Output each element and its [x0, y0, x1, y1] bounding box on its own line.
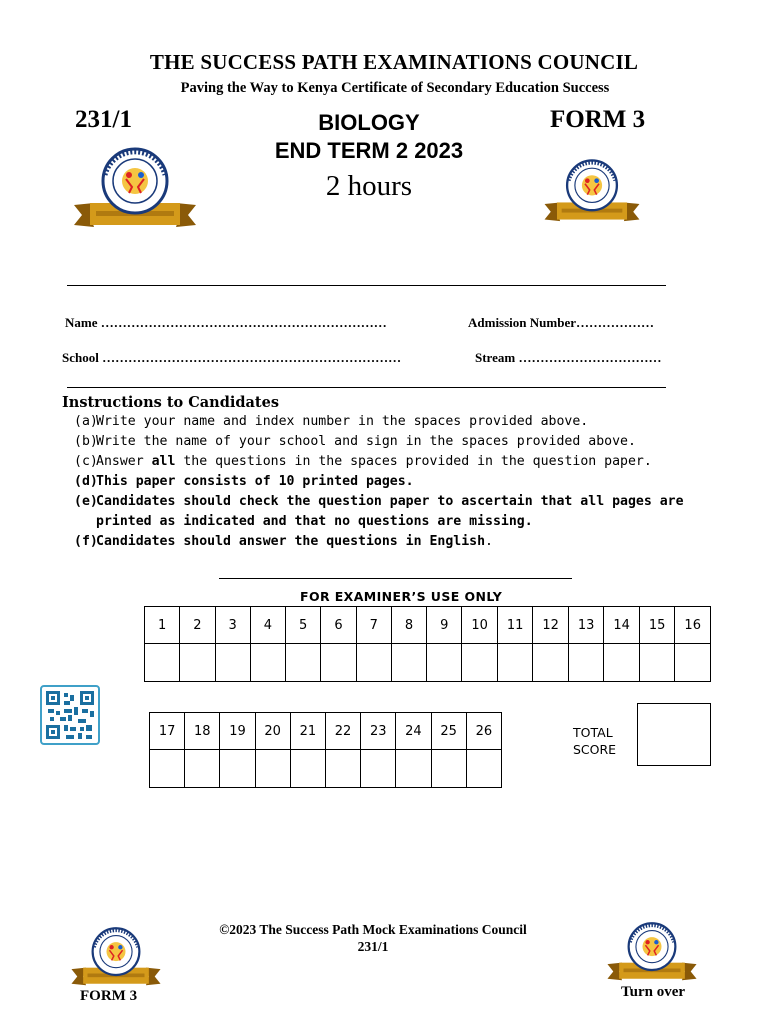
- instruction-text-bold: all: [151, 454, 176, 469]
- question-number-cell: 13: [568, 607, 604, 644]
- question-score-cell[interactable]: [604, 644, 640, 682]
- instruction-label: (f): [74, 534, 98, 549]
- council-logo-left: [72, 145, 198, 229]
- instructions-list: [74, 412, 684, 552]
- exam-term: END TERM 2 2023: [274, 138, 464, 163]
- instruction-text: This paper consists of 10 printed pages.: [96, 474, 414, 489]
- question-number-cell: 10: [462, 607, 498, 644]
- question-number-cell: 4: [250, 607, 285, 644]
- question-score-cell[interactable]: [185, 750, 220, 788]
- question-score-cell[interactable]: [391, 644, 426, 682]
- question-number-cell: 25: [431, 713, 466, 750]
- form-label: FORM 3: [550, 106, 646, 133]
- instruction-a: [74, 412, 684, 432]
- question-number-cell: 7: [356, 607, 391, 644]
- instruction-text: Write your name and index number in the spaces provided above.: [96, 414, 589, 429]
- total-score-label: [573, 724, 616, 758]
- question-number-cell: 6: [321, 607, 356, 644]
- total-label-line1: TOTAL: [573, 725, 613, 740]
- instruction-f: [74, 532, 684, 552]
- subject-title: BIOLOGY: [318, 110, 420, 135]
- exam-duration: 2 hours: [325, 170, 413, 202]
- instruction-label: (c): [74, 454, 98, 469]
- question-score-cell[interactable]: [150, 750, 185, 788]
- score-table-2: [149, 712, 502, 788]
- copyright-text: ©2023 The Success Path Mock Examinations Council: [219, 922, 527, 937]
- instruction-indent: [74, 512, 96, 532]
- question-number-cell: 5: [286, 607, 321, 644]
- question-number-cell: 18: [185, 713, 220, 750]
- footer-paper-code: 231/1: [357, 939, 389, 954]
- stream-field[interactable]: Stream ……………………………: [475, 350, 662, 365]
- divider-top: [67, 285, 666, 286]
- question-number-cell: 22: [325, 713, 360, 750]
- admission-number-field[interactable]: Admission Number………………: [468, 315, 654, 330]
- council-title: THE SUCCESS PATH EXAMINATIONS COUNCIL: [149, 50, 639, 74]
- question-number-cell: 15: [639, 607, 675, 644]
- question-score-cell[interactable]: [361, 750, 396, 788]
- question-score-cell[interactable]: [220, 750, 255, 788]
- question-number-cell: 26: [466, 713, 501, 750]
- question-number-cell: 20: [255, 713, 290, 750]
- question-number-cell: 12: [533, 607, 569, 644]
- question-number-cell: 11: [497, 607, 533, 644]
- question-score-cell[interactable]: [431, 750, 466, 788]
- score-table-entries: [150, 750, 502, 788]
- instruction-text: [96, 532, 493, 552]
- instruction-label: (e): [74, 494, 98, 509]
- question-score-cell[interactable]: [250, 644, 285, 682]
- question-score-cell[interactable]: [396, 750, 431, 788]
- question-number-cell: 24: [396, 713, 431, 750]
- question-score-cell[interactable]: [639, 644, 675, 682]
- question-number-cell: 16: [675, 607, 711, 644]
- divider-fields: [67, 387, 666, 388]
- question-score-cell[interactable]: [180, 644, 215, 682]
- question-number-cell: 2: [180, 607, 215, 644]
- instruction-d: [74, 472, 684, 492]
- question-score-cell[interactable]: [145, 644, 180, 682]
- name-field[interactable]: Name …………………………………………………………: [65, 315, 387, 330]
- examiner-title: FOR EXAMINER’S USE ONLY: [300, 589, 503, 604]
- footer-form-label: FORM 3: [80, 988, 138, 1004]
- instruction-text: printed as indicated and that no questions are missing.: [96, 514, 533, 529]
- instruction-text-bold: Candidates should answer the questions in English: [96, 534, 486, 549]
- question-number-cell: 9: [427, 607, 462, 644]
- question-score-cell[interactable]: [466, 750, 501, 788]
- score-table-entries: [145, 644, 711, 682]
- instruction-c: [74, 452, 684, 472]
- paper-code: 231/1: [75, 106, 132, 133]
- question-number-cell: 19: [220, 713, 255, 750]
- question-score-cell[interactable]: [290, 750, 325, 788]
- instruction-text: Candidates should check the question paper to ascertain that all pages are: [96, 494, 684, 509]
- instruction-text: [96, 452, 652, 472]
- school-field[interactable]: School ……………………………………………………………: [62, 350, 402, 365]
- council-logo-footer-right: [606, 920, 698, 982]
- instruction-text-pre: Answer: [96, 454, 152, 469]
- score-table-1: [144, 606, 711, 682]
- question-number-cell: 21: [290, 713, 325, 750]
- instruction-b: [74, 432, 684, 452]
- instruction-text: Write the name of your school and sign in the spaces provided above.: [96, 434, 636, 449]
- question-score-cell[interactable]: [255, 750, 290, 788]
- instruction-text-post: .: [485, 534, 493, 549]
- question-number-cell: 14: [604, 607, 640, 644]
- question-score-cell[interactable]: [286, 644, 321, 682]
- instructions-title: Instructions to Candidates: [62, 394, 279, 411]
- question-score-cell[interactable]: [533, 644, 569, 682]
- total-score-box[interactable]: [637, 703, 711, 766]
- question-score-cell[interactable]: [321, 644, 356, 682]
- divider-examiner: [219, 578, 572, 579]
- question-number-cell: 17: [150, 713, 185, 750]
- instruction-label: (d): [74, 474, 98, 489]
- total-label-line2: SCORE: [573, 742, 617, 757]
- question-score-cell[interactable]: [675, 644, 711, 682]
- question-number-cell: 1: [145, 607, 180, 644]
- question-number-cell: 23: [361, 713, 396, 750]
- question-number-cell: 8: [391, 607, 426, 644]
- question-score-cell[interactable]: [427, 644, 462, 682]
- question-score-cell[interactable]: [462, 644, 498, 682]
- qr-code: [40, 685, 100, 745]
- instruction-label: (a): [74, 414, 98, 429]
- question-score-cell[interactable]: [356, 644, 391, 682]
- instruction-e: [74, 492, 684, 512]
- instruction-label: (b): [74, 434, 98, 449]
- score-table-header: [150, 713, 502, 750]
- question-score-cell[interactable]: [325, 750, 360, 788]
- question-number-cell: 3: [215, 607, 250, 644]
- turn-over-label: Turn over: [621, 984, 686, 1000]
- question-score-cell[interactable]: [215, 644, 250, 682]
- qr-code-icon: [42, 687, 98, 743]
- council-logo-footer-left: [70, 925, 162, 987]
- instruction-e-cont: [74, 512, 684, 532]
- tagline: Paving the Way to Kenya Certificate of Secondary Education Success: [180, 80, 610, 96]
- question-score-cell[interactable]: [497, 644, 533, 682]
- score-table-header: [145, 607, 711, 644]
- question-score-cell[interactable]: [568, 644, 604, 682]
- council-logo-right: [543, 157, 641, 223]
- instruction-text-post: the questions in the spaces provided in the question paper.: [175, 454, 652, 469]
